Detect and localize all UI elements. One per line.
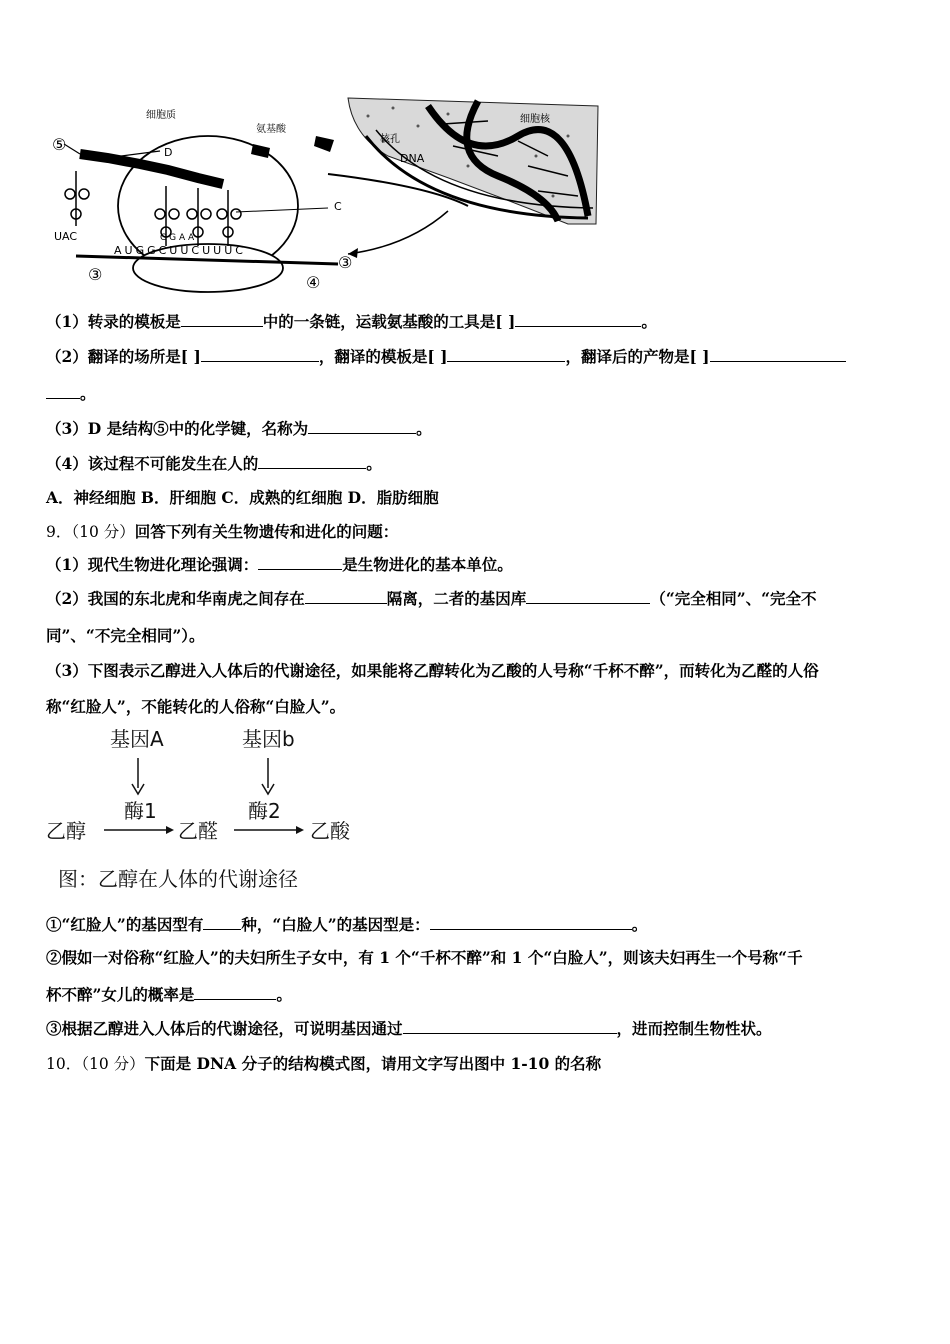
- q8-part4-blank[interactable]: [258, 454, 366, 469]
- q9-sub2-blank[interactable]: [194, 985, 276, 1000]
- q9-part2-line2: [46, 624, 205, 646]
- q9-part1-blank[interactable]: [258, 555, 342, 570]
- q8-part2-blank-2[interactable]: [447, 347, 565, 362]
- q9-part2-text-b: 隔离，二者的基因库: [386, 589, 527, 608]
- q9-sub1-blank-2[interactable]: [430, 915, 632, 930]
- q8-part3-text-a: （3）D 是结构⑤中的化学键，名称为: [46, 419, 309, 438]
- q8-part2-text-a: （2）翻译的场所是[ ]: [46, 347, 201, 366]
- q9-sub1-text-b: 种，“白脸人”的基因型是：: [241, 915, 430, 934]
- label-ethanol: 乙醇: [46, 819, 86, 843]
- q9-stem: 回答下列有关生物遗传和进化的问题：: [134, 522, 399, 541]
- q8-part3-blank[interactable]: [308, 419, 416, 434]
- q9-part3-line2: [46, 695, 345, 717]
- q9-sub2-text-line2-b: 。: [276, 985, 292, 1004]
- label-d: D: [164, 146, 173, 159]
- q10-score: （10 分）: [81, 1055, 145, 1073]
- q8-part1-text-b: 中的一条链，运载氨基酸的工具是[ ]: [262, 312, 516, 331]
- q8-part2-blank-3-cont[interactable]: [46, 384, 80, 399]
- label-marker-5: ⑤: [52, 135, 67, 154]
- q9-part2-text-a: （2）我国的东北虎和华南虎之间存在: [46, 589, 305, 608]
- q9-sub2-text-line2-a: 杯不醉”女儿的概率是: [46, 985, 195, 1004]
- q9-sub2-line2: [46, 983, 292, 1005]
- label-gene-a: 基因A: [110, 727, 164, 751]
- label-figure-caption: 图：乙醇在人体的代谢途径: [58, 867, 298, 891]
- q9-part2-text-c: （“完全相同”、“完全不: [650, 589, 817, 608]
- label-dna: DNA: [400, 152, 425, 165]
- q9-part1-text-b: 是生物进化的基本单位。: [342, 555, 513, 574]
- q9-part2-blank-1[interactable]: [305, 589, 387, 604]
- label-anticodon: UAC: [54, 230, 78, 243]
- label-gene-b: 基因b: [242, 727, 295, 751]
- q9-sub1-text-a: ①“红脸人”的基因型有: [46, 915, 204, 934]
- q8-part1: [46, 310, 657, 332]
- q8-options-text: A．神经细胞 B．肝细胞 C．成熟的红细胞 D．脂肪细胞: [46, 488, 439, 507]
- q8-part3: [46, 417, 432, 439]
- trna-bound-3: [217, 190, 241, 246]
- q9-part2-blank-2[interactable]: [526, 589, 650, 604]
- label-mrna-seq: AUGGCUUCUUUC: [114, 244, 246, 257]
- q8-part2-blank-3[interactable]: [710, 347, 846, 362]
- q8-part4-text-b: 。: [366, 454, 382, 473]
- q8-part1-text-c: 。: [641, 312, 657, 331]
- q10-stem: 下面是 DNA 分子的结构模式图，请用文字写出图中 1-10 的名称: [144, 1054, 602, 1073]
- label-nuclear-pore: 核孔: [380, 134, 400, 145]
- ethanol-metabolism-diagram: [46, 726, 366, 896]
- translation-diagram: [48, 96, 602, 298]
- q8-part4: [46, 452, 382, 474]
- label-enzyme-1: 酶1: [124, 799, 157, 823]
- q9-sub3: [46, 1017, 772, 1039]
- q8-part2-text-b: ，翻译的模板是[ ]: [318, 347, 448, 366]
- mrna-exit: [328, 174, 468, 206]
- label-amino-acid: 氨基酸: [256, 124, 286, 135]
- q9-sub2-text-line1: ②假如一对俗称“红脸人”的夫妇所生子女中，有 1 个“千杯不醉”和 1 个“白脸人”，则该夫妇再生一个号称“千: [46, 948, 803, 967]
- q10-header: [46, 1052, 601, 1074]
- q8-part2: [46, 345, 846, 367]
- label-marker-3-right: ③: [338, 253, 353, 272]
- q10-number: 10．: [46, 1055, 82, 1073]
- label-enzyme-2: 酶2: [248, 799, 281, 823]
- q9-part2: [46, 587, 817, 609]
- q9-sub2-line1: [46, 946, 803, 968]
- q9-part3-text-line2: 称“红脸人”，不能转化的人俗称“白脸人”。: [46, 697, 346, 716]
- q8-part2-text-c: ，翻译后的产物是[ ]: [565, 347, 710, 366]
- q8-part2-text-d: 。: [80, 384, 96, 403]
- label-marker-3-left: ③: [88, 265, 103, 284]
- q9-sub1-blank-1[interactable]: [203, 915, 241, 930]
- q8-part4-text-a: （4）该过程不可能发生在人的: [46, 454, 259, 473]
- q9-sub3-text-a: ③根据乙醇进入人体后的代谢途径，可说明基因通过: [46, 1019, 403, 1038]
- amino-acid-blob-2: [314, 136, 334, 152]
- label-c: C: [334, 200, 342, 213]
- q9-score: （10 分）: [71, 523, 135, 541]
- q9-sub3-blank[interactable]: [403, 1019, 617, 1034]
- q9-header: [46, 520, 398, 542]
- q9-sub3-text-b: ，进而控制生物性状。: [616, 1019, 772, 1038]
- q8-part3-text-b: 。: [416, 419, 432, 438]
- q9-part2-text-line2: 同”、“不完全相同”）。: [46, 626, 205, 645]
- q8-part1-text-a: （1）转录的模板是: [46, 312, 181, 331]
- q9-part1: [46, 553, 513, 575]
- q8-part1-blank-2[interactable]: [515, 312, 641, 327]
- polypeptide-chain: [80, 154, 223, 184]
- label-acetaldehyde: 乙醛: [178, 819, 218, 843]
- trna-free: [65, 171, 89, 226]
- q9-sub1-text-c: 。: [631, 915, 648, 934]
- q9-number: 9．: [46, 523, 72, 541]
- q9-sub1: [46, 913, 647, 935]
- label-marker-4: ④: [306, 273, 321, 292]
- label-nucleus: 细胞核: [520, 114, 550, 125]
- q9-part1-text-a: （1）现代生物进化理论强调：: [46, 555, 259, 574]
- q8-part2-cont: [46, 382, 96, 404]
- q9-part3-line1: [46, 659, 819, 681]
- q8-part2-blank-1[interactable]: [201, 347, 319, 362]
- q9-part3-text-line1: （3）下图表示乙醇进入人体后的代谢途径，如果能将乙醇转化为乙酸的人号称“千杯不醉”，而转化为乙醛的人俗: [46, 661, 819, 680]
- label-cytoplasm: 细胞质: [146, 110, 176, 121]
- q8-part1-blank-1[interactable]: [181, 312, 263, 327]
- label-acetic-acid: 乙酸: [310, 819, 350, 843]
- label-inner-trna: C G A A: [160, 233, 195, 243]
- q8-options: [46, 486, 439, 508]
